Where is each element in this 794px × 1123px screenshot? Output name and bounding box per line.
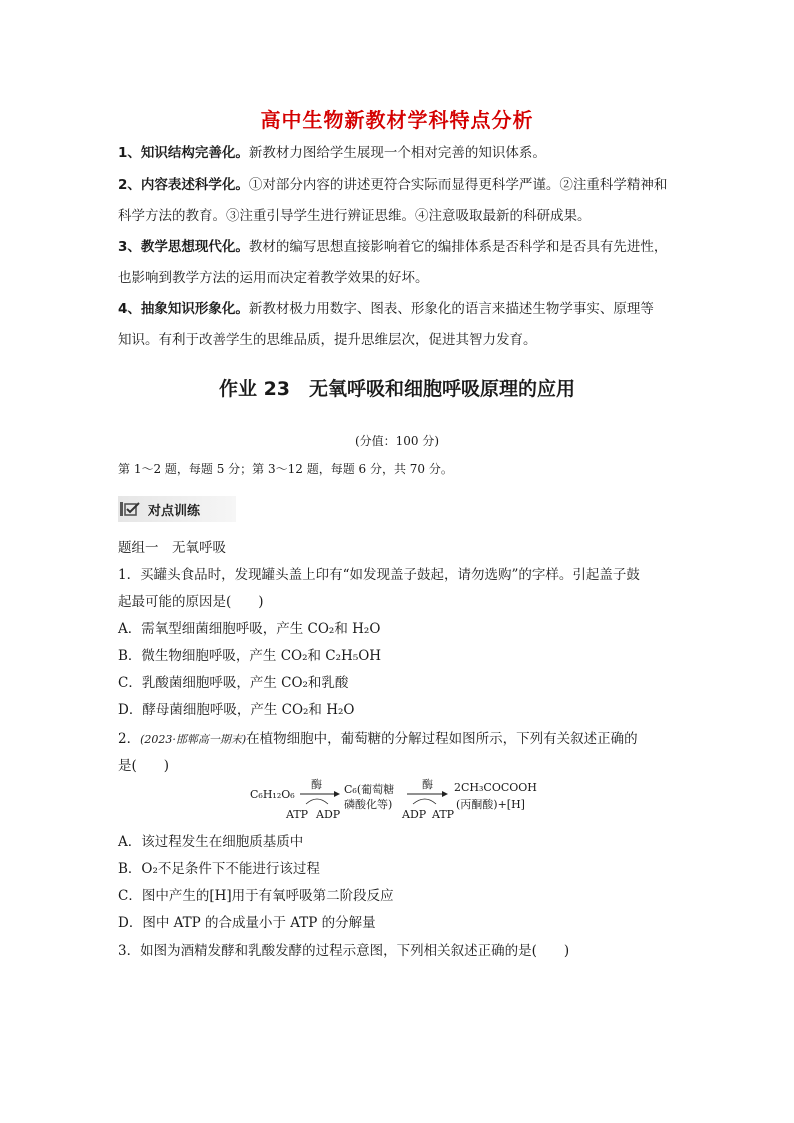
q2-number: 2． xyxy=(118,731,141,747)
diagram-enzyme-2: 酶 xyxy=(422,778,433,791)
q2-option-c: C．图中产生的[H]用于有氧呼吸第二阶段反应 xyxy=(118,888,394,904)
feature-2-text-2: 科学方法的教育。③注重引导学生进行辨证思维。④注意吸取最新的科研成果。 xyxy=(118,208,591,224)
q2-stem-text: 在植物细胞中，葡萄糖的分解过程如图所示，下列有关叙述正确的 xyxy=(246,731,638,747)
feature-4-num: 4、 xyxy=(118,301,141,317)
homework-title: 作业 23 无氧呼吸和细胞呼吸原理的应用 xyxy=(218,378,576,400)
q2-source: (2023·邯郸高一期末) xyxy=(140,733,247,746)
feature-1-heading: 知识结构完善化。 xyxy=(140,145,249,161)
feature-1-text: 新教材力图给学生展现一个相对完善的知识体系。 xyxy=(248,145,546,161)
q2-option-b: B．O₂不足条件下不能进行该过程 xyxy=(118,861,320,877)
feature-3-num: 3、 xyxy=(118,239,141,255)
feature-4 xyxy=(118,294,678,356)
page-title: 高中生物新教材学科特点分析 xyxy=(260,108,534,132)
q1-option-d: D．酵母菌细胞呼吸，产生 CO₂和 H₂O xyxy=(118,702,355,718)
diagram-product-2: (丙酮酸)+[H] xyxy=(456,798,525,811)
diagram-product-1: 2CH₃COCOOH xyxy=(454,781,537,794)
feature-3-heading: 教学思想现代化。 xyxy=(140,239,249,255)
feature-3 xyxy=(118,232,678,294)
diagram-c6-line-1: C₆(葡萄糖 xyxy=(344,783,395,796)
feature-1 xyxy=(118,138,678,169)
q1-option-c: C．乳酸菌细胞呼吸，产生 CO₂和乳酸 xyxy=(118,675,349,691)
q2-stem-line-2: 是( ) xyxy=(118,758,170,774)
score-note: (分值：100 分) xyxy=(354,434,440,448)
feature-4-heading: 抽象知识形象化。 xyxy=(140,301,249,317)
group-heading: 题组一 无氧呼吸 xyxy=(118,540,226,556)
q2-option-a: A．该过程发生在细胞质基质中 xyxy=(118,834,304,850)
q1-stem-line-2: 起最可能的原因是( ) xyxy=(118,594,264,610)
q1-option-a: A．需氧型细菌细胞呼吸，产生 CO₂和 H₂O xyxy=(118,621,381,637)
glycolysis-diagram xyxy=(250,778,550,824)
q2-option-d: D．图中 ATP 的合成量小于 ATP 的分解量 xyxy=(118,915,376,931)
diagram-glucose: C₆H₁₂O₆ xyxy=(250,788,295,801)
diagram-enzyme-1: 酶 xyxy=(311,778,322,791)
diagram-atp-2: ATP xyxy=(432,808,455,821)
q1-stem-line-1: 1．买罐头食品时，发现罐头盖上印有“如发现盖子鼓起，请勿选购”的字样。引起盖子鼓 xyxy=(118,567,640,583)
scoring-instructions: 第 1～2 题，每题 5 分；第 3～12 题，每题 6 分，共 70 分。 xyxy=(118,462,453,476)
diagram-adp-2: ADP xyxy=(402,808,427,821)
section-header xyxy=(118,496,236,522)
diagram-c6-line-2: 磷酸化等) xyxy=(344,798,393,811)
q2-stem-line-1 xyxy=(118,727,638,747)
feature-2-text-1: ①对部分内容的讲述更符合实际而显得更科学严谨。②注重科学精神和 xyxy=(248,177,668,193)
feature-2-num: 2、 xyxy=(118,177,141,193)
diagram-atp-1: ATP xyxy=(286,808,309,821)
feature-2-heading: 内容表述科学化。 xyxy=(140,177,249,193)
feature-1-num: 1、 xyxy=(118,145,141,161)
feature-4-text-1: 新教材极力用数字、图表、形象化的语言来描述生物学事实、原理等 xyxy=(248,301,654,317)
feature-3-text-2: 也影响到教学方法的运用而决定着教学效果的好坏。 xyxy=(118,270,429,286)
feature-4-text-2: 知识。有利于改善学生的思维品质，提升思维层次，促进其智力发育。 xyxy=(118,332,537,348)
q3-stem: 3．如图为酒精发酵和乳酸发酵的过程示意图，下列相关叙述正确的是( ) xyxy=(118,943,570,959)
diagram-adp-1: ADP xyxy=(316,808,341,821)
checkbox-check-icon xyxy=(120,501,142,517)
q1-option-b: B．微生物细胞呼吸，产生 CO₂和 C₂H₅OH xyxy=(118,648,382,664)
section-label: 对点训练 xyxy=(148,503,201,519)
feature-3-text-1: 教材的编写思想直接影响着它的编排体系是否科学和是否具有先进性， xyxy=(248,239,668,255)
feature-2 xyxy=(118,170,678,232)
